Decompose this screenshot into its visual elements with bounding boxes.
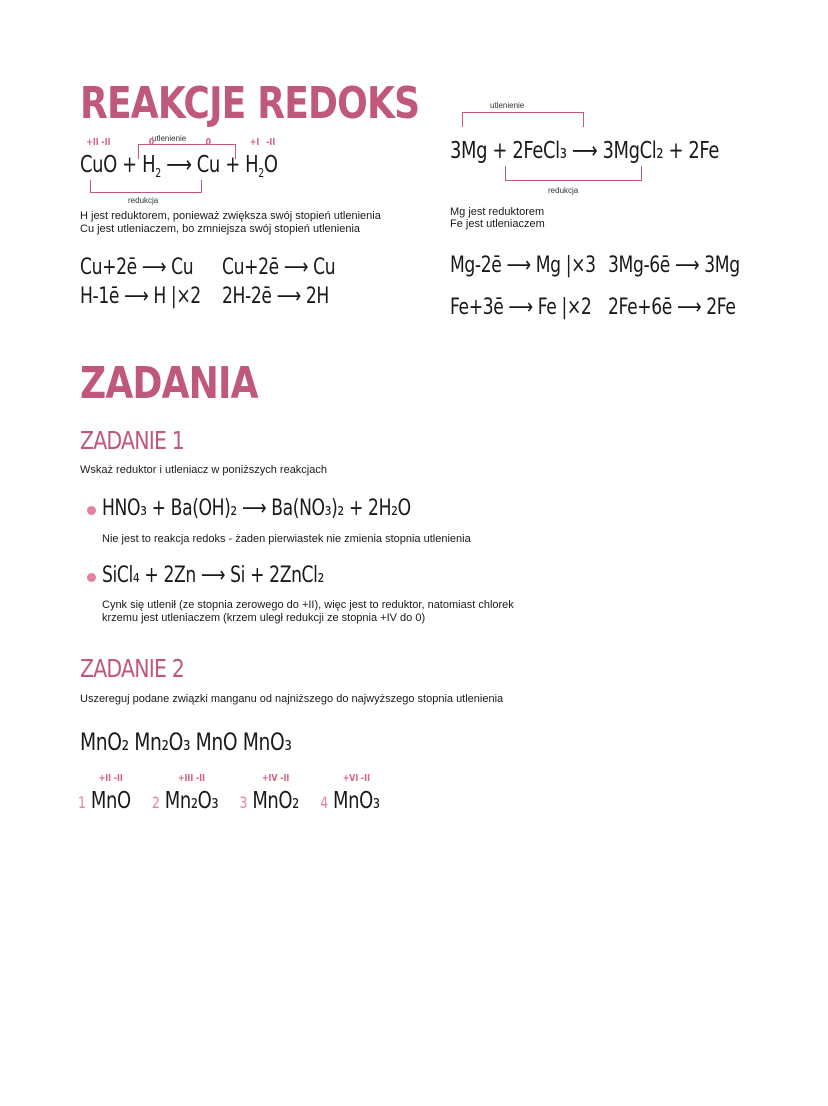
left-equation: +II -II CuO + 0 $H_2$ ⟶ 0 Cu + +I $H_2$ -II O: [80, 137, 278, 180]
left-half-1a: Cu+2ē ⟶ Cu: [80, 255, 194, 280]
task1-answer-1: Nie jest to reakcja redoks - żaden pierwiastek nie zmienia stopnia utlenienia: [102, 533, 471, 545]
right-reduction-bracket: [505, 166, 642, 181]
reduction-label: redukcja: [128, 196, 159, 205]
order-compound-1: +II -II MnO: [90, 773, 131, 814]
task1-answer-2-line1: Cynk się utlenił (ze stopnia zerowego do +II), więc jest to reduktor, natomiast chlorek: [102, 599, 514, 611]
right-half-1b: 3Mg-6ē ⟶ 3Mg: [608, 253, 740, 278]
left-desc-1: H jest reduktorem, ponieważ zwiększa swój stopień utlenienia: [80, 210, 381, 222]
eq-cuo: +II -II CuO: [80, 137, 117, 178]
page-title: REAKCJE REDOKS: [80, 78, 420, 129]
eq-cu: 0 Cu: [196, 137, 220, 178]
left-half-2b: 2H-2ē ⟶ 2H: [222, 284, 329, 309]
right-half-1a: Mg-2ē ⟶ Mg |×3: [450, 253, 596, 278]
task1-reaction-1: HNO₃ + Ba(OH)₂ ⟶ Ba(NO₃)₂ + 2H₂O: [102, 496, 411, 521]
order-compound-3: +IV -II MnO₂: [252, 773, 299, 814]
right-desc-2: Fe jest utleniaczem: [450, 218, 545, 230]
task1-title: ZADANIE 1: [80, 426, 185, 455]
reduction-bracket: [90, 180, 202, 193]
left-half-2a: H-1ē ⟶ H |×2: [80, 284, 201, 309]
task1-instruction: Wskaż reduktor i utleniacz w poniższych reakcjach: [80, 464, 327, 476]
right-half-2b: 2Fe+6ē ⟶ 2Fe: [608, 295, 736, 320]
bullet-1: [87, 506, 96, 515]
oxidation-label: utlenienie: [152, 134, 187, 143]
order-num-1: 1: [78, 793, 86, 812]
bullet-2: [87, 573, 96, 582]
right-oxidation-bracket: [462, 112, 584, 127]
order-num-4: 4: [320, 793, 328, 812]
task2-instruction: Uszereguj podane związki manganu od najniższego do najwyższego stopnia utlenienia: [80, 693, 504, 705]
order-compound-4: +VI -II MnO₃: [333, 773, 380, 814]
right-desc-1: Mg jest reduktorem: [450, 206, 545, 218]
left-desc-2: Cu jest utleniaczem, bo zmniejsza swój stopień utlenienia: [80, 223, 361, 235]
order-compound-2: +III -II Mn₂O₃: [164, 773, 219, 814]
task2-order: [78, 773, 380, 814]
order-num-3: 3: [239, 793, 248, 812]
right-equation: 3Mg + 2FeCl₃ ⟶ 3MgCl₂ + 2Fe: [450, 138, 720, 164]
right-oxidation-label: utlenienie: [490, 101, 525, 110]
task1-reaction-2: SiCl₄ + 2Zn ⟶ Si + 2ZnCl₂: [102, 563, 325, 588]
left-half-1b: Cu+2ē ⟶ Cu: [222, 255, 336, 280]
right-reduction-label: redukcja: [548, 186, 579, 195]
task1-answer-2-line2: krzemu jest utleniaczem (krzem uległ redukcji ze stopnia +IV do 0): [102, 612, 426, 624]
eq-h2o-o: -II O: [263, 137, 278, 178]
eq-h2o-h: +I $H_2$: [245, 137, 264, 180]
task2-compounds: MnO₂ Mn₂O₃ MnO MnO₃: [80, 728, 292, 756]
order-num-2: 2: [151, 793, 160, 812]
right-half-2a: Fe+3ē ⟶ Fe |×2: [450, 295, 592, 320]
eq-h2: 0 $H_2$: [142, 137, 161, 180]
zadania-title: ZADANIA: [80, 358, 258, 409]
task2-title: ZADANIE 2: [80, 654, 185, 683]
